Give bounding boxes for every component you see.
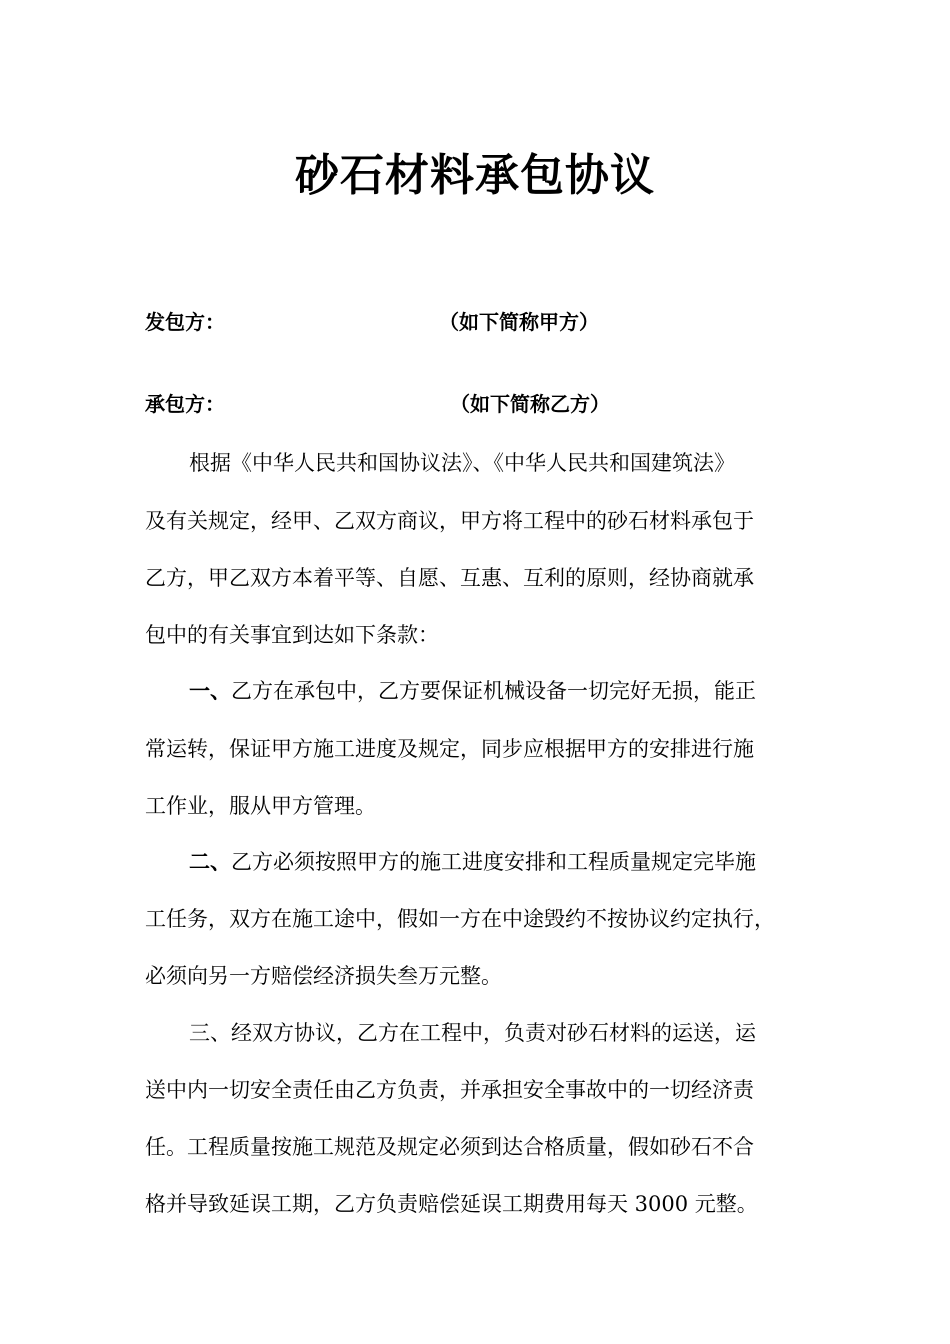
clause-3-text: 经双方协议，乙方在工程中，负责对砂石材料的运送，运 bbox=[231, 1021, 756, 1045]
issuer-note: （如下简称甲方） bbox=[439, 310, 599, 334]
clause-1-line: 常运转，保证甲方施工进度及规定，同步应根据甲方的安排进行施 bbox=[145, 737, 754, 761]
clause-1-number: 一、 bbox=[189, 678, 231, 703]
clause-2-first-line bbox=[189, 847, 869, 877]
clause-3-first-line bbox=[189, 1018, 869, 1048]
clause-2-number: 二、 bbox=[189, 849, 231, 874]
clause-2-line: 必须向另一方赔偿经济损失叁万元整。 bbox=[145, 964, 502, 988]
preamble-line: 包中的有关事宜到达如下条款： bbox=[145, 623, 439, 647]
clause-3-line: 任。工程质量按施工规范及规定必须到达合格质量，假如砂石不合 bbox=[145, 1135, 754, 1159]
clause-2-line: 工任务，双方在施工途中，假如一方在中途毁约不按协议约定执行， bbox=[145, 907, 775, 931]
preamble-line: 及有关规定，经甲、乙双方商议，甲方将工程中的砂石材料承包于 bbox=[145, 509, 754, 533]
document-title: 砂石材料承包协议 bbox=[295, 150, 655, 201]
preamble-line: 根据《中华人民共和国协议法》、《中华人民共和国建筑法》 bbox=[189, 451, 735, 475]
contractor-note: （如下简称乙方） bbox=[450, 392, 610, 416]
clause-1-line: 工作业，服从甲方管理。 bbox=[145, 794, 376, 818]
clause-2-text: 乙方必须按照甲方的施工进度安排和工程质量规定完毕施 bbox=[231, 850, 756, 874]
clause-3-line: 送中内一切安全责任由乙方负责，并承担安全事故中的一切经济责 bbox=[145, 1078, 754, 1102]
preamble-line: 乙方，甲乙双方本着平等、自愿、互惠、互利的原则，经协商就承 bbox=[145, 566, 754, 590]
clause-3-number: 三、 bbox=[189, 1021, 231, 1045]
clause-1-first-line bbox=[189, 676, 869, 706]
contractor-label: 承包方： bbox=[145, 392, 225, 416]
issuer-label: 发包方： bbox=[145, 310, 225, 334]
clause-3-line: 格并导致延误工期，乙方负责赔偿延误工期费用每天 3000 元整。 bbox=[145, 1192, 758, 1216]
clause-1-text: 乙方在承包中，乙方要保证机械设备一切完好无损，能正 bbox=[231, 679, 756, 703]
